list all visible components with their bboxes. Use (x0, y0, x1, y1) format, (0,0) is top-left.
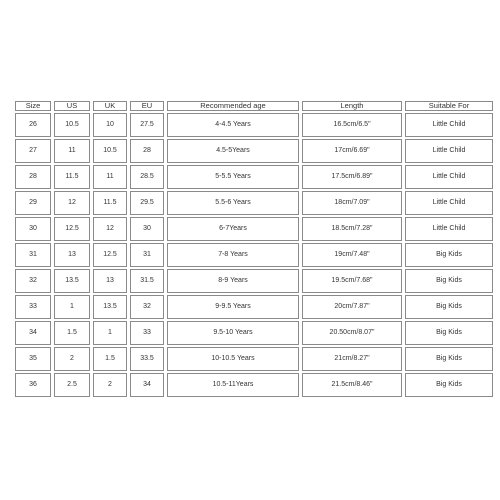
cell-uk: 11 (93, 165, 127, 189)
cell-suitable-for: Big Kids (405, 269, 493, 293)
cell-uk: 12 (93, 217, 127, 241)
table-row (15, 373, 493, 397)
cell-uk: 1 (93, 321, 127, 345)
cell-recommended-age: 10-10.5 Years (167, 347, 299, 371)
cell-suitable-for: Little Child (405, 139, 493, 163)
col-header-uk: UK (93, 101, 127, 111)
cell-us: 11 (54, 139, 90, 163)
cell-uk: 2 (93, 373, 127, 397)
cell-uk: 13.5 (93, 295, 127, 319)
table-row (15, 113, 493, 137)
cell-recommended-age: 6-7Years (167, 217, 299, 241)
cell-suitable-for: Big Kids (405, 295, 493, 319)
col-header-length: Length (302, 101, 402, 111)
table-row (15, 165, 493, 189)
cell-length: 17cm/6.69" (302, 139, 402, 163)
cell-us: 11.5 (54, 165, 90, 189)
cell-recommended-age: 9-9.5 Years (167, 295, 299, 319)
cell-recommended-age: 7-8 Years (167, 243, 299, 267)
cell-uk: 11.5 (93, 191, 127, 215)
table-row (15, 321, 493, 345)
table-row (15, 295, 493, 319)
cell-recommended-age: 10.5-11Years (167, 373, 299, 397)
cell-suitable-for: Big Kids (405, 321, 493, 345)
cell-suitable-for: Little Child (405, 217, 493, 241)
cell-length: 18.5cm/7.28" (302, 217, 402, 241)
cell-size: 30 (15, 217, 51, 241)
table-row (15, 191, 493, 215)
cell-uk: 13 (93, 269, 127, 293)
col-header-eu: EU (130, 101, 164, 111)
table-row (15, 243, 493, 267)
cell-size: 31 (15, 243, 51, 267)
cell-size: 27 (15, 139, 51, 163)
cell-uk: 12.5 (93, 243, 127, 267)
cell-us: 2.5 (54, 373, 90, 397)
cell-eu: 27.5 (130, 113, 164, 137)
col-header-recommended-age: Recommended age (167, 101, 299, 111)
cell-suitable-for: Little Child (405, 191, 493, 215)
cell-recommended-age: 9.5-10 Years (167, 321, 299, 345)
col-header-suitable-for: Suitable For (405, 101, 493, 111)
cell-length: 16.5cm/6.5" (302, 113, 402, 137)
cell-length: 21cm/8.27" (302, 347, 402, 371)
cell-size: 33 (15, 295, 51, 319)
cell-us: 12 (54, 191, 90, 215)
cell-length: 21.5cm/8.46" (302, 373, 402, 397)
header-row (15, 101, 493, 111)
cell-us: 1.5 (54, 321, 90, 345)
col-header-size: Size (15, 101, 51, 111)
cell-uk: 10 (93, 113, 127, 137)
cell-eu: 34 (130, 373, 164, 397)
cell-length: 20cm/7.87" (302, 295, 402, 319)
cell-length: 20.50cm/8.07" (302, 321, 402, 345)
cell-recommended-age: 4-4.5 Years (167, 113, 299, 137)
cell-suitable-for: Big Kids (405, 243, 493, 267)
table-row (15, 269, 493, 293)
cell-suitable-for: Little Child (405, 113, 493, 137)
cell-eu: 31 (130, 243, 164, 267)
cell-eu: 33.5 (130, 347, 164, 371)
cell-length: 19cm/7.48" (302, 243, 402, 267)
table-row (15, 217, 493, 241)
cell-length: 18cm/7.09" (302, 191, 402, 215)
cell-recommended-age: 8-9 Years (167, 269, 299, 293)
cell-us: 1 (54, 295, 90, 319)
cell-us: 10.5 (54, 113, 90, 137)
cell-length: 17.5cm/6.89" (302, 165, 402, 189)
cell-size: 29 (15, 191, 51, 215)
cell-eu: 32 (130, 295, 164, 319)
cell-us: 2 (54, 347, 90, 371)
cell-recommended-age: 5-5.5 Years (167, 165, 299, 189)
table-row (15, 347, 493, 371)
cell-us: 13 (54, 243, 90, 267)
cell-eu: 33 (130, 321, 164, 345)
cell-us: 13.5 (54, 269, 90, 293)
cell-uk: 1.5 (93, 347, 127, 371)
cell-recommended-age: 4.5-5Years (167, 139, 299, 163)
cell-size: 35 (15, 347, 51, 371)
cell-eu: 28 (130, 139, 164, 163)
cell-suitable-for: Big Kids (405, 373, 493, 397)
cell-size: 32 (15, 269, 51, 293)
cell-uk: 10.5 (93, 139, 127, 163)
cell-us: 12.5 (54, 217, 90, 241)
cell-recommended-age: 5.5-6 Years (167, 191, 299, 215)
size-chart-table (12, 99, 496, 399)
cell-eu: 29.5 (130, 191, 164, 215)
cell-length: 19.5cm/7.68" (302, 269, 402, 293)
cell-eu: 28.5 (130, 165, 164, 189)
table-row (15, 139, 493, 163)
cell-suitable-for: Little Child (405, 165, 493, 189)
cell-size: 26 (15, 113, 51, 137)
col-header-us: US (54, 101, 90, 111)
cell-size: 34 (15, 321, 51, 345)
cell-suitable-for: Big Kids (405, 347, 493, 371)
cell-eu: 31.5 (130, 269, 164, 293)
cell-size: 36 (15, 373, 51, 397)
cell-eu: 30 (130, 217, 164, 241)
cell-size: 28 (15, 165, 51, 189)
